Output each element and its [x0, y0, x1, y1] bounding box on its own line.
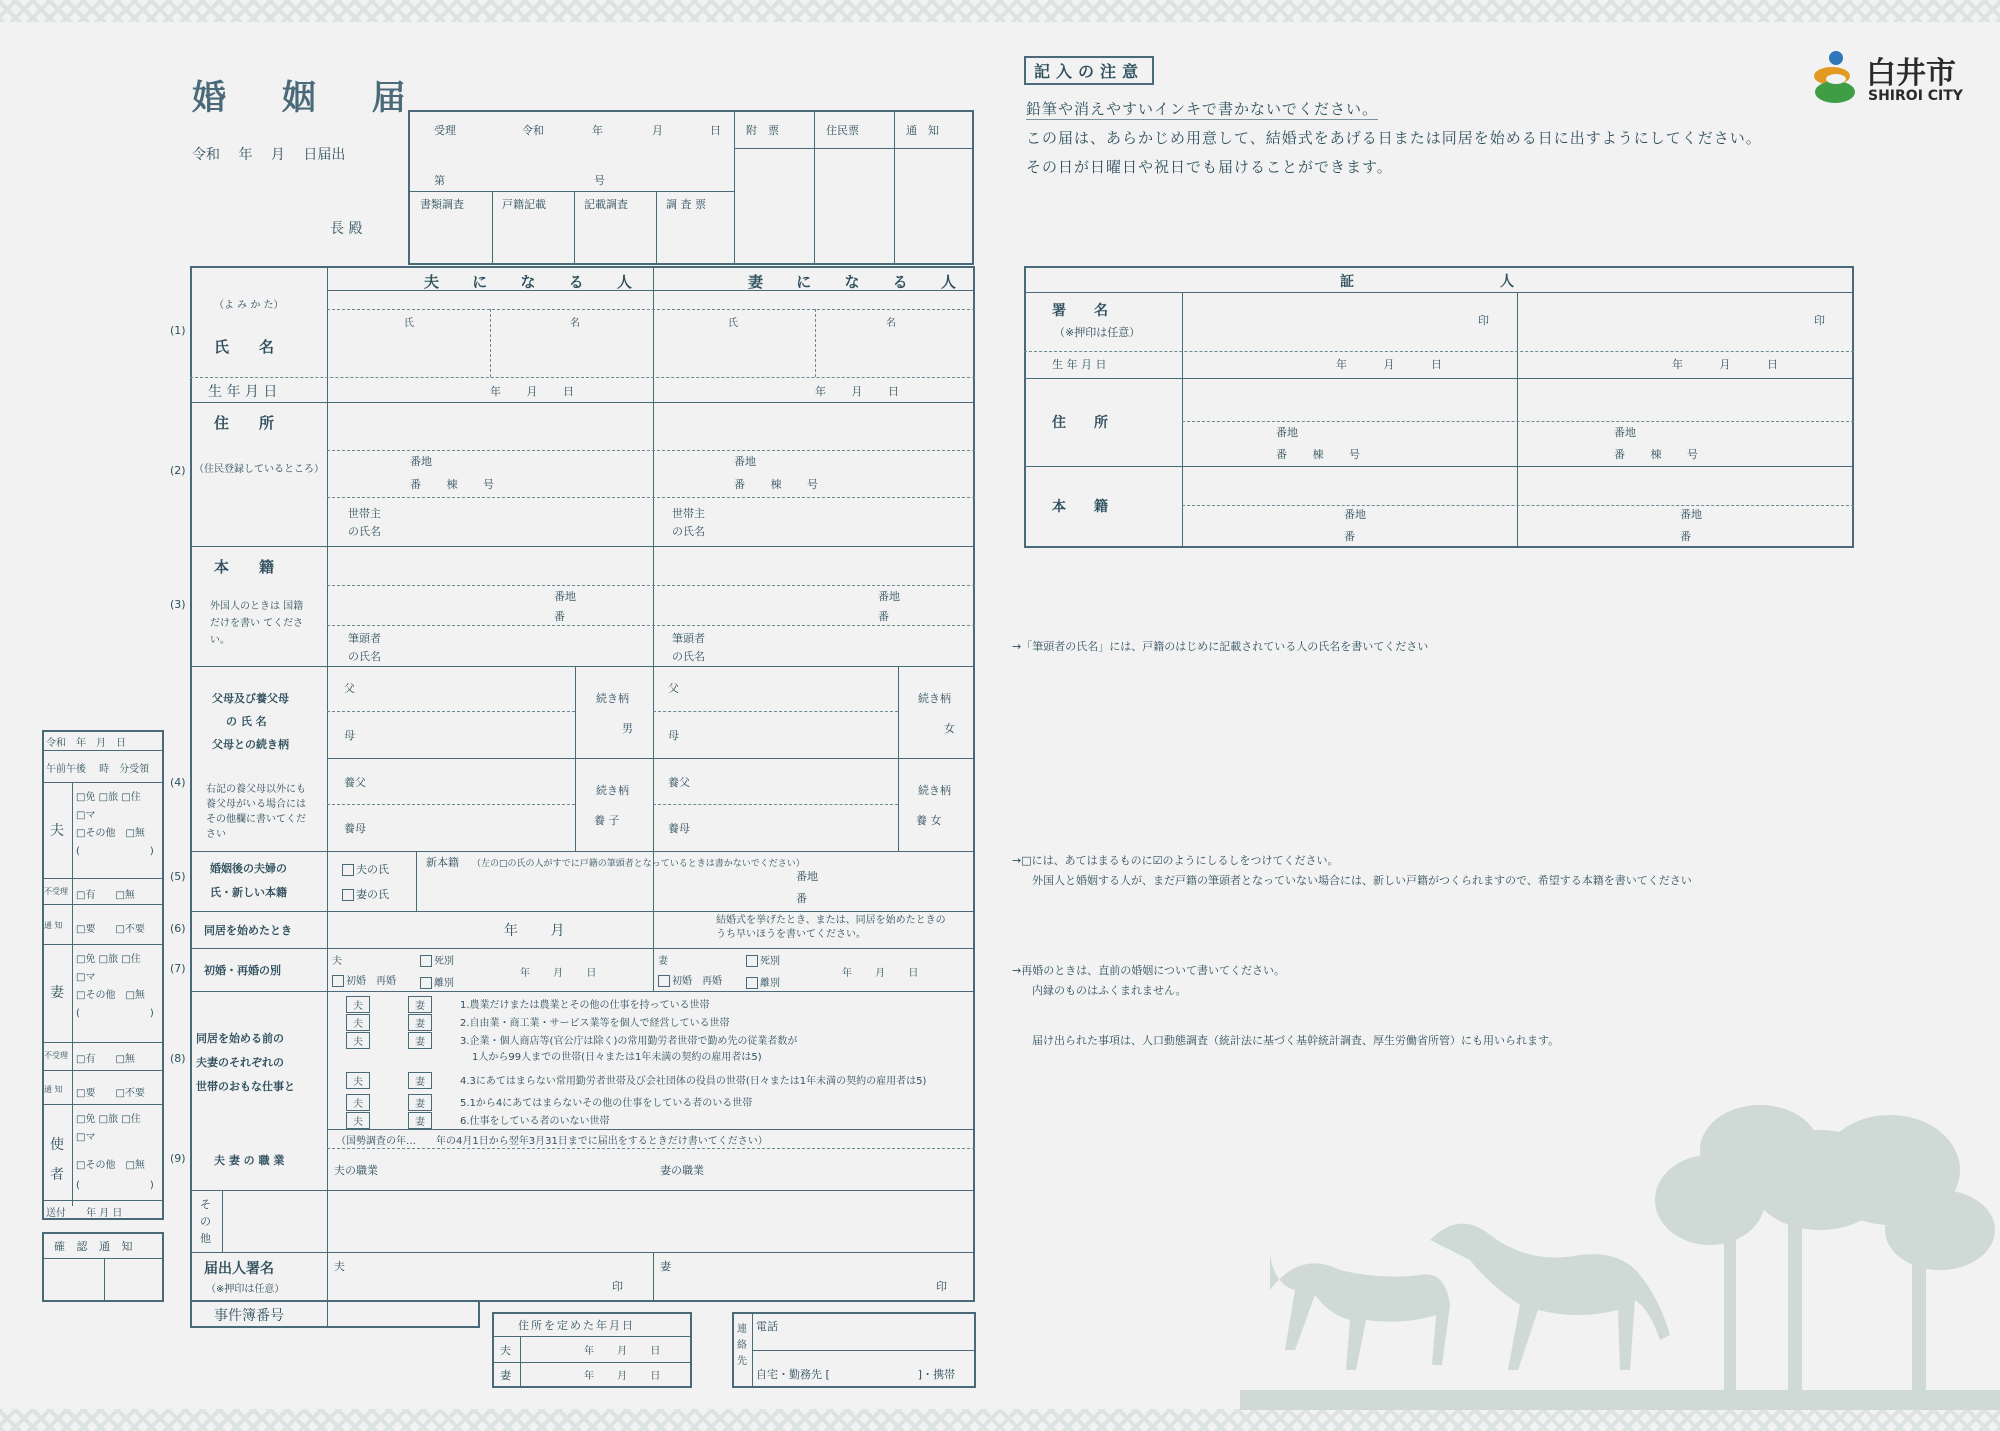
work-item: 4.3にあてはまらない常用勤労者世帯及び会社団体の役員の世帯(日々または1年未満の契約の雇用者は5)	[460, 1076, 927, 1087]
marriage-type-label: 初婚・再婚の別	[204, 964, 281, 977]
contact-label: 連絡先	[737, 1324, 747, 1367]
father-label: 父	[668, 682, 679, 695]
parents-note: 右記の養父母以外にも養父母がいる場合には その他欄に書いてください	[206, 784, 306, 840]
office-checks[interactable]: □その他 □無	[76, 990, 145, 1001]
office-paren: ( )	[76, 846, 154, 857]
banchi-label: 番地	[734, 455, 756, 468]
check-label: 戸籍記載	[502, 198, 546, 211]
householder-label: の氏名	[348, 525, 381, 538]
city-logo-icon	[1812, 50, 1858, 106]
witness-banchi: 番地	[1276, 426, 1298, 439]
work-wife-box[interactable]: 妻	[408, 1014, 432, 1031]
banchi-label: 番地	[796, 870, 818, 883]
witness-ban-to-go: 番 棟 号	[1614, 448, 1698, 461]
witness-sign-label: 署 名	[1052, 303, 1108, 319]
office-tsuchi: 通 知	[44, 921, 63, 930]
horses-trees-illustration	[1240, 1090, 2000, 1410]
adopt-son-label: 養 子	[594, 814, 620, 827]
honseki-label: 本 籍	[214, 558, 275, 576]
work-label: 世帯のおもな仕事と	[196, 1080, 295, 1093]
seal-mark: 印	[612, 1280, 623, 1293]
office-yo-fuyo[interactable]: □要 □不要	[76, 924, 145, 935]
wife-death-checkbox[interactable]: 死別	[746, 952, 780, 967]
side-note: →再婚のときは、直前の婚姻について書いてください。	[1012, 964, 1285, 977]
work-wife-box[interactable]: 妻	[408, 1072, 432, 1089]
witness-title: 証 人	[1340, 274, 1520, 290]
note-line: 鉛筆や消えやすいインキで書かないでください。	[1026, 100, 1379, 118]
office-checks[interactable]: □免 □旅 □住	[76, 954, 141, 965]
name-label: 氏 名	[214, 338, 275, 356]
son-label: 男	[622, 722, 633, 735]
ban-label: 番	[554, 610, 565, 623]
cohabit-ym: 年 月	[504, 923, 565, 939]
new-honseki-note: （左の□の氏の人がすでに戸籍の筆頭者となっているときは書かないでください）	[472, 859, 805, 869]
office-checks[interactable]: □その他 □無	[76, 1160, 145, 1171]
bottom-border-pattern	[0, 1409, 2000, 1431]
head-label: 筆頭者	[672, 632, 705, 645]
received-label: 受理	[434, 124, 456, 137]
work-item: 2.自由業・商工業・サービス業等を個人で経営している世帯	[460, 1018, 730, 1029]
office-checks[interactable]: □マ	[76, 972, 96, 983]
head-label: の氏名	[672, 650, 705, 663]
note-line: この届は、あらかじめ用意して、結婚式をあげる日または同居を始める日に出すようにしてください。	[1026, 129, 1762, 147]
year-label: 年	[592, 124, 603, 137]
wife-divorce-checkbox[interactable]: 離別	[746, 974, 780, 989]
new-honseki-label: 新本籍	[426, 856, 459, 869]
relation-label: 続き柄	[918, 692, 951, 705]
sei-label: 氏	[728, 318, 738, 329]
address-note: （住民登録しているところ）	[194, 464, 324, 475]
check-label: 記載調査	[584, 198, 628, 211]
witness-ban-to-go: 番 棟 号	[1276, 448, 1360, 461]
householder-label: 世帯主	[348, 507, 381, 520]
row-number: (4)	[170, 776, 186, 789]
office-yo-fuyo[interactable]: □要 □不要	[76, 1088, 145, 1099]
logo-roman: SHIROI CITY	[1868, 88, 1963, 104]
row-number: (7)	[170, 962, 186, 975]
filing-date-line: 令和 年 月 日届出	[192, 147, 346, 163]
banchi-label: 番地	[410, 455, 432, 468]
top-border-pattern	[0, 0, 2000, 22]
signature-label: 届出人署名	[204, 1261, 274, 1277]
husband-ymd: 年 月 日	[520, 968, 597, 979]
juminhyo-label: 住民票	[826, 124, 859, 137]
work-husband-box[interactable]: 夫	[346, 1032, 370, 1049]
office-checks[interactable]: □マ	[76, 1132, 96, 1143]
form-title: 婚 姻 届	[192, 78, 428, 118]
confirm-label: 確 認 通 知	[54, 1240, 137, 1253]
side-note: 外国人と婚姻する人が、まだ戸籍の筆頭者となっていない場合には、新しい戸籍がつくられますので、希望する本籍を書いてください	[1032, 874, 1692, 887]
husband-first-checkbox[interactable]: 初婚 再婚	[332, 972, 396, 987]
office-messenger-label: 使者	[50, 1137, 64, 1183]
dob-ymd: 年 月 日	[815, 385, 899, 398]
addr-date-ymd: 年 月 日	[584, 1346, 661, 1357]
work-item: 1人から99人までの世帯(日々または1年未満の契約の雇用者は5)	[472, 1052, 762, 1063]
logo-kanji: 白井市	[1866, 56, 1956, 91]
census-note: （国勢調査の年… 年の4月1日から翌年3月31日までに届出をするときだけ書いてください）	[336, 1136, 768, 1147]
signature-husband-mark: 夫	[334, 1260, 345, 1273]
relation-label: 続き柄	[596, 784, 629, 797]
work-label: 夫妻のそれぞれの	[196, 1056, 284, 1069]
office-fubi: 不受理	[44, 1051, 68, 1060]
new-surname-label: 氏・新しい本籍	[210, 886, 287, 899]
cohabit-label: 同居を始めたとき	[204, 924, 292, 937]
witness-seal: 印	[1814, 314, 1825, 327]
mother-label: 母	[668, 729, 679, 742]
ban-label: 番	[878, 610, 889, 623]
day-label: 日	[710, 124, 721, 137]
ban-to-go-label: 番 棟 号	[410, 478, 494, 491]
fuhyo-label: 附 票	[746, 124, 779, 137]
honseki-note: 外国人のときは 国籍だけを書い てください。	[210, 601, 304, 646]
addr-date-ymd: 年 月 日	[584, 1371, 661, 1382]
witness-banchi: 番地	[1614, 426, 1636, 439]
go-label: 号	[594, 174, 605, 187]
work-item: 6.仕事をしている者のいない世帯	[460, 1116, 610, 1127]
office-wife-label: 妻	[50, 985, 64, 1001]
office-ari-nashi[interactable]: □有 □無	[76, 890, 135, 901]
side-note: 届け出られた事項は、人口動態調査（統計法に基づく基幹統計調査、厚生労働省所管）にも用いられます。	[1032, 1034, 1560, 1047]
office-date-row: 令和 年 月 日	[46, 738, 126, 749]
case-no-label: 事件簿番号	[214, 1308, 284, 1324]
address-label: 住 所	[214, 414, 275, 432]
check-label: 書類調査	[420, 198, 464, 211]
work-item: 3.企業・個人商店等(官公庁は除く)の常用勤労者世帯で勤め先の従業者数が	[460, 1036, 798, 1047]
work-husband-box[interactable]: 夫	[346, 1112, 370, 1129]
work-item: 1.農業だけまたは農業とその他の仕事を持っている世帯	[460, 1000, 710, 1011]
parents-label: の 氏 名	[226, 715, 267, 728]
notes-tag: 記入の注意	[1024, 56, 1154, 85]
seal-mark: 印	[936, 1280, 947, 1293]
office-ari-nashi[interactable]: □有 □無	[76, 1054, 135, 1065]
seal-optional-label: （※押印は任意）	[206, 1284, 285, 1295]
note-line: その日が日曜日や祝日でも届けることができます。	[1026, 158, 1393, 176]
head-label: 筆頭者	[348, 632, 381, 645]
adopt-mother-label: 養母	[668, 822, 690, 835]
yomi-label: （よ み か た）	[214, 300, 284, 311]
side-note: 内縁のものはふくまれません。	[1032, 984, 1187, 997]
witness-ymd: 年 月 日	[1336, 358, 1442, 371]
head-label: の氏名	[348, 650, 381, 663]
tsuchi-label: 通 知	[906, 124, 939, 137]
householder-label: 世帯主	[672, 507, 705, 520]
wife-surname-checkbox[interactable]: 妻の氏	[342, 886, 389, 902]
work-husband-box[interactable]: 夫	[346, 1072, 370, 1089]
addressee: 長 殿	[330, 221, 363, 237]
husband-surname-checkbox[interactable]: 夫の氏	[342, 861, 389, 877]
row-number: (3)	[170, 598, 186, 611]
banchi-label: 番地	[878, 590, 900, 603]
signature-wife-mark: 妻	[660, 1260, 671, 1273]
addr-date-title: 住所を定めた年月日	[518, 1319, 635, 1332]
ban-label: 番	[796, 892, 807, 905]
mei-label: 名	[570, 318, 580, 329]
month-label: 月	[652, 124, 663, 137]
mei-label: 名	[886, 318, 896, 329]
row-number: (6)	[170, 922, 186, 935]
witness-dob-label: 生 年 月 日	[1052, 358, 1107, 371]
wife-ymd: 年 月 日	[842, 968, 919, 979]
parents-label: 父母及び養父母	[212, 692, 289, 705]
sei-label: 氏	[404, 318, 414, 329]
husband-death-checkbox[interactable]: 死別	[420, 952, 454, 967]
side-note: →□には、あてはまるものに☑のようにしるしをつけてください。	[1012, 854, 1339, 867]
work-wife-box[interactable]: 妻	[408, 1032, 432, 1049]
check-label: 調 査 票	[666, 198, 706, 211]
office-tsuchi: 通 知	[44, 1085, 63, 1094]
witness-ban: 番	[1344, 530, 1355, 543]
parents-label: 父母との続き柄	[212, 738, 289, 751]
office-checks[interactable]: □その他 □無	[76, 828, 145, 839]
work-wife-box[interactable]: 妻	[408, 996, 432, 1013]
wife-header: 妻 に な る 人	[748, 273, 970, 291]
office-checks[interactable]: □免 □旅 □住	[76, 1114, 141, 1125]
office-time-row: 午前午後 時 分受領	[46, 764, 150, 775]
adopt-father-label: 養父	[668, 776, 690, 789]
row-number: (9)	[170, 1152, 186, 1165]
householder-label: の氏名	[672, 525, 705, 538]
daughter-label: 女	[944, 722, 955, 735]
wife-first-checkbox[interactable]: 初婚 再婚	[658, 972, 722, 987]
dob-ymd: 年 月 日	[490, 385, 574, 398]
witness-ymd: 年 月 日	[1672, 358, 1778, 371]
wife-mark: 妻	[658, 956, 668, 967]
work-husband-box[interactable]: 夫	[346, 1094, 370, 1111]
addr-date-husband: 夫	[500, 1344, 511, 1357]
witness-banchi: 番地	[1680, 508, 1702, 521]
husband-header: 夫 に な る 人	[424, 273, 646, 291]
row-number: (8)	[170, 1052, 186, 1065]
husband-mark: 夫	[332, 956, 342, 967]
adopt-father-label: 養父	[344, 776, 366, 789]
other-label: その他	[200, 1198, 211, 1245]
row-number: (1)	[170, 324, 186, 337]
office-paren: ( )	[76, 1008, 154, 1019]
row-number: (5)	[170, 870, 186, 883]
era-label: 令和	[522, 124, 544, 137]
office-paren: ( )	[76, 1180, 154, 1191]
work-husband-box[interactable]: 夫	[346, 996, 370, 1013]
dob-label: 生 年 月 日	[208, 384, 278, 400]
office-checks[interactable]: □マ	[76, 810, 96, 821]
husband-job-label: 夫の職業	[334, 1164, 378, 1177]
addr-date-wife: 妻	[500, 1369, 511, 1382]
banchi-label: 番地	[554, 590, 576, 603]
witness-address-label: 住 所	[1052, 415, 1108, 431]
adopt-mother-label: 養母	[344, 822, 366, 835]
work-item: 5.1から4にあてはまらないその他の仕事をしている者のいる世帯	[460, 1098, 753, 1109]
office-fubi: 不受理	[44, 887, 68, 896]
adopt-daughter-label: 養 女	[916, 814, 942, 827]
relation-label: 続き柄	[918, 784, 951, 797]
witness-banchi: 番地	[1344, 508, 1366, 521]
phone-label: 電話	[756, 1320, 778, 1333]
row-number: (2)	[170, 464, 186, 477]
husband-divorce-checkbox[interactable]: 離別	[420, 974, 454, 989]
wife-job-label: 妻の職業	[660, 1164, 704, 1177]
no-label: 第	[434, 174, 445, 187]
mother-label: 母	[344, 729, 355, 742]
office-soufu: 送付 年 月 日	[46, 1208, 123, 1219]
witness-ban: 番	[1680, 530, 1691, 543]
ban-to-go-label: 番 棟 号	[734, 478, 818, 491]
new-surname-label: 婚姻後の夫婦の	[210, 862, 287, 875]
work-label: 同居を始める前の	[196, 1032, 284, 1045]
witness-honseki-label: 本 籍	[1052, 499, 1108, 515]
side-note: →「筆頭者の氏名」には、戸籍のはじめに記載されている人の氏名を書いてください	[1012, 640, 1429, 653]
cohabit-note: 結婚式を挙げたとき、または、同居を始めたときのうち早いほうを書いてください。	[716, 915, 946, 940]
job-label: 夫 妻 の 職 業	[214, 1154, 285, 1167]
work-wife-box[interactable]: 妻	[408, 1112, 432, 1129]
relation-label: 続き柄	[596, 692, 629, 705]
office-checks[interactable]: □免 □旅 □住	[76, 792, 141, 803]
witness-sign-note: （※押印は任意）	[1054, 326, 1141, 339]
father-label: 父	[344, 682, 355, 695]
office-husband-label: 夫	[50, 823, 64, 839]
witness-seal: 印	[1478, 314, 1489, 327]
work-wife-box[interactable]: 妻	[408, 1094, 432, 1111]
contact-line: 自宅・勤務先 [ ]・携帯	[756, 1368, 956, 1381]
work-husband-box[interactable]: 夫	[346, 1014, 370, 1031]
